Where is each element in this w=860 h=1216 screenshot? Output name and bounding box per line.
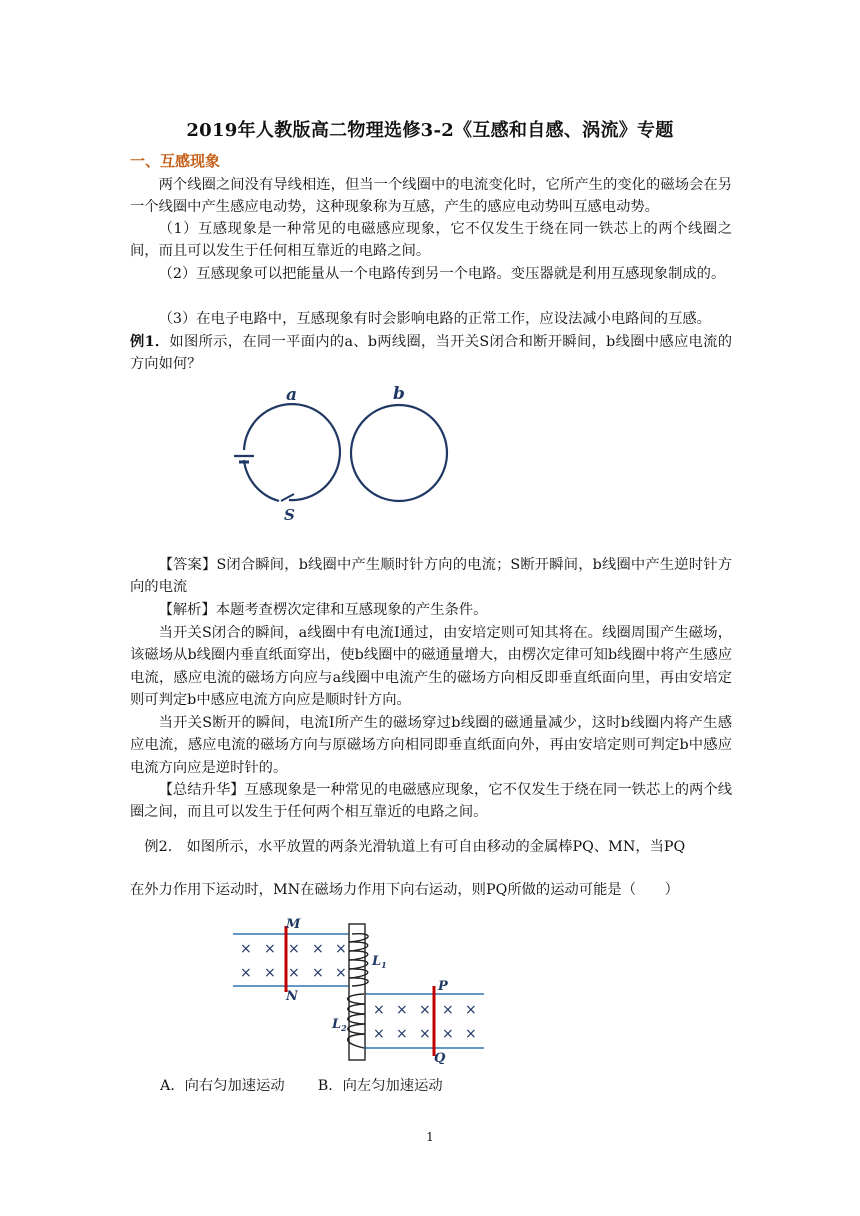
coil-b (351, 405, 447, 501)
section-heading: 一、互感现象 (130, 152, 221, 170)
analysis-heading: 【解析】本题考查楞次定律和互感现象的产生条件。 (158, 602, 488, 618)
svg-text:×: × (335, 965, 347, 981)
label-l2: $L_2$ (332, 1017, 347, 1033)
analysis-para-2: 当开关S断开的瞬间，电流I所产生的磁场穿过b线圈的磁通量减少，这时b线圈内将产生感应电流，感应电流的磁场方向与原磁场方向相同即垂直纸面向外，再由安培定则可判定b中感应电流方向应是逆时针的。 (130, 715, 732, 776)
label-m: M (286, 917, 301, 932)
svg-text:×: × (419, 1002, 431, 1018)
svg-text:×: × (240, 965, 252, 981)
iron-core (349, 924, 365, 1060)
svg-text:×: × (240, 941, 252, 957)
svg-text:×: × (442, 1026, 454, 1042)
option-b[interactable]: B．向左匀加速运动 (317, 1078, 443, 1094)
point-1: （1）互感现象是一种常见的电磁感应现象，它不仅发生于绕在同一铁芯上的两个线圈之间，而且可以发生于任何相互靠近的电路之间。 (130, 221, 732, 260)
svg-text:×: × (288, 941, 300, 957)
svg-text:×: × (335, 941, 347, 957)
answer: 【答案】S闭合瞬间，b线圈中产生顺时针方向的电流；S断开瞬间，b线圈中产生逆时针方向的电流 (130, 557, 732, 596)
svg-text:×: × (396, 1026, 408, 1042)
analysis-para-1: 当开关S闭合的瞬间，a线圈中有电流I通过，由安培定则可知其将在。线圈周围产生磁场，该磁场从b线圈内垂直纸面穿出，使b线圈中的磁通量增大，由楞次定律可知b线圈中将产生感应电流，感应电流的磁场方向应与a线圈中电流产生的磁场方向相反即垂直纸面向里，再由安培定则可判定b中感应电流方向应是顺时针方向。 (130, 625, 732, 709)
rails-figure (228, 912, 492, 1064)
label-q: Q (434, 1051, 446, 1064)
coil-a (244, 404, 340, 500)
example-2-line-2: 在外力作用下运动时，MN在磁场力作用下向右运动，则PQ所做的运动可能是（ ） (130, 882, 679, 898)
intro-paragraph: 两个线圈之间没有导线相连，但当一个线圈中的电流变化时，它所产生的变化的磁场会在另一个线圈中产生感应电动势，这种现象称为互感，产生的感应电动势叫互感电动势。 (130, 177, 732, 216)
svg-text:×: × (373, 1002, 385, 1018)
point-3: （3）在电子电路中，互感现象有时会影响电路的正常工作，应设法减小电路间的互感。 (158, 311, 711, 327)
svg-text:×: × (396, 1002, 408, 1018)
svg-text:×: × (312, 941, 324, 957)
svg-text:×: × (419, 1026, 431, 1042)
coil-b-label: b (393, 384, 405, 404)
svg-text:×: × (264, 965, 276, 981)
page-title: 2019年人教版高二物理选修3-2《互感和自感、涡流》专题 (186, 120, 674, 141)
label-p: P (438, 979, 448, 994)
svg-text:×: × (465, 1002, 477, 1018)
example-1-question-block (130, 331, 732, 376)
example-1-label: 例1． (130, 334, 170, 350)
options-row (160, 1075, 560, 1097)
summary: 【总结升华】互感现象是一种常见的电磁感应现象，它不仅发生于绕在同一铁芯上的两个线圈之间，而且可以发生于任何两个相互靠近的电路之间。 (130, 782, 732, 821)
option-a[interactable]: A．向右匀加速运动 (160, 1078, 285, 1094)
svg-text:×: × (373, 1026, 385, 1042)
example-1-question: 如图所示，在同一平面内的a、b两线圈，当开关S闭合和断开瞬间，b线圈中感应电流的方向如何？ (130, 334, 733, 373)
svg-text:×: × (442, 1002, 454, 1018)
label-n: N (286, 989, 298, 1004)
svg-text:×: × (312, 965, 324, 981)
svg-text:×: × (288, 965, 300, 981)
magnetic-field-upper (240, 941, 347, 981)
page-number: 1 (426, 1130, 434, 1144)
coil-a-label: a (286, 385, 298, 405)
svg-text:×: × (465, 1026, 477, 1042)
point-2: （2）互感现象可以把能量从一个电路传到另一个电路。变压器就是利用互感现象制成的。 (158, 266, 726, 282)
example-2-line-1: 例2. 如图所示，水平放置的两条光滑轨道上有可自由移动的金属棒PQ、MN，当PQ (144, 839, 686, 855)
coils-figure (226, 380, 456, 525)
switch-label: S (284, 506, 295, 524)
svg-text:×: × (264, 941, 276, 957)
magnetic-field-lower (373, 1002, 477, 1042)
label-l1: $L_1$ (372, 954, 387, 970)
